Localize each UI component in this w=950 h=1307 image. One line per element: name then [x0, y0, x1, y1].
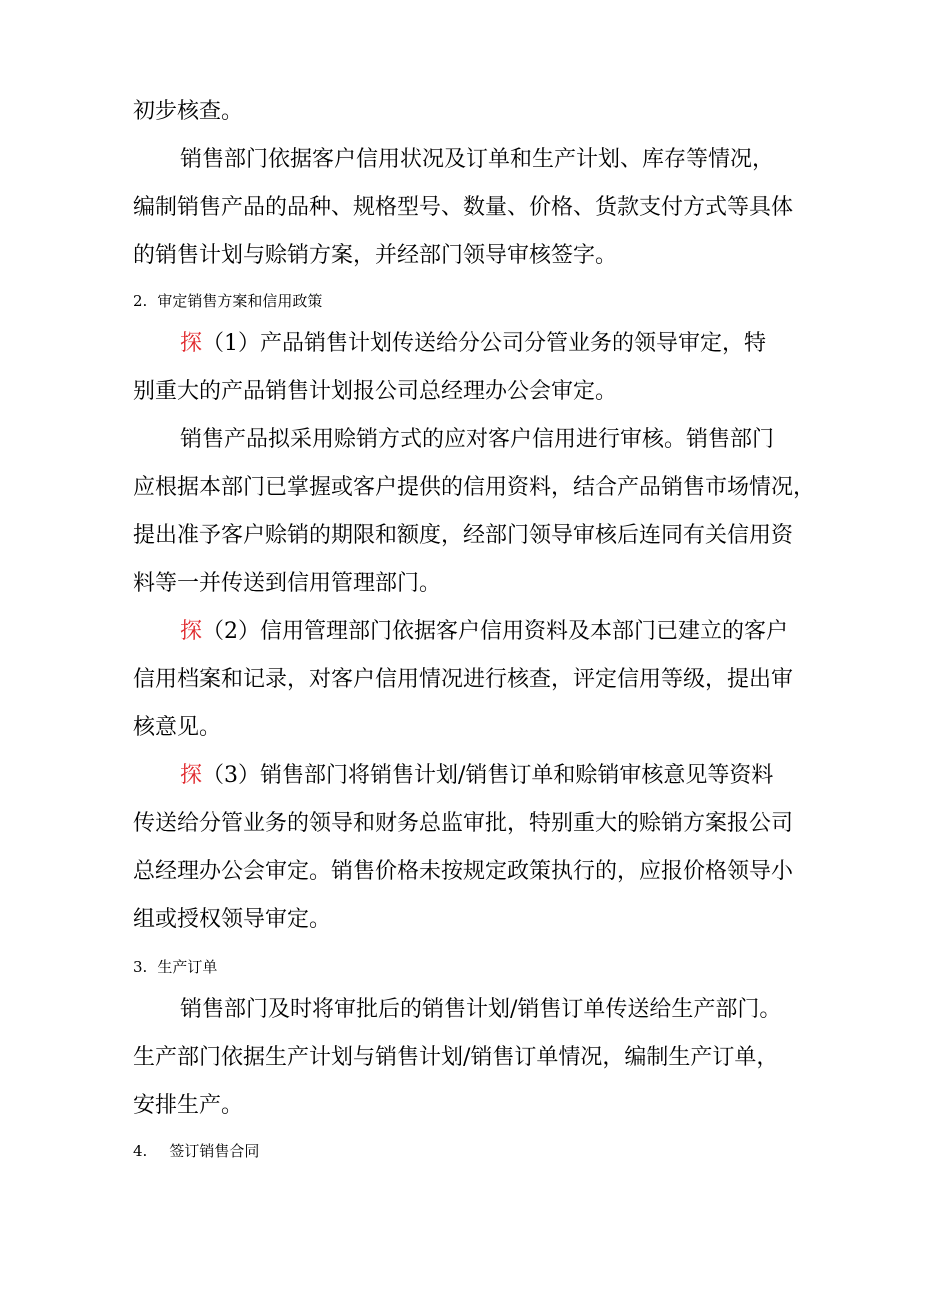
- paragraph-line: 信用档案和记录，对客户信用情况进行核查，评定信用等级，提出审: [133, 667, 794, 692]
- paragraph-line: 应根据本部门已掌握或客户提供的信用资料，结合产品销售市场情况，: [133, 475, 816, 500]
- section-heading-4: [133, 1140, 259, 1162]
- paragraph-line: 别重大的产品销售计划报公司总经理办公会审定。: [133, 379, 618, 404]
- section-title: 签订销售合同: [169, 1142, 260, 1160]
- paragraph-line: 初步核查。: [133, 99, 244, 124]
- paragraph-line: 料等一并传送到信用管理部门。: [133, 571, 442, 596]
- section-number: 2.: [133, 292, 148, 310]
- paragraph-line: 提出准予客户赊销的期限和额度，经部门领导审核后连同有关信用资: [133, 523, 794, 548]
- section-number: 4.: [133, 1142, 148, 1160]
- red-marker: 探: [180, 619, 203, 644]
- paragraph-line: 传送给分管业务的领导和财务总监审批，特别重大的赊销方案报公司: [133, 811, 794, 836]
- red-marker: 探: [180, 763, 203, 788]
- paragraph-line: 生产部门依据生产计划与销售计划/销售订单情况，编制生产订单，: [133, 1045, 779, 1070]
- paragraph-line: 核意见。: [133, 715, 222, 740]
- section-title: 审定销售方案和信用政策: [157, 292, 323, 310]
- paragraph-line: 销售产品拟采用赊销方式的应对客户信用进行审核。销售部门: [180, 427, 775, 452]
- section-heading-3: [133, 956, 217, 978]
- paragraph-line: 销售部门及时将审批后的销售计划/销售订单传送给生产部门。: [180, 997, 782, 1022]
- paragraph-line: 编制销售产品的品种、规格型号、数量、价格、货款支付方式等具体: [133, 195, 794, 220]
- section-heading-2: [133, 290, 322, 312]
- paragraph-line: 的销售计划与赊销方案，并经部门领导审核签字。: [133, 243, 618, 268]
- paragraph-line: 探（2）信用管理部门依据客户信用资料及本部门已建立的客户: [180, 619, 789, 644]
- paragraph-line: 销售部门依据客户信用状况及订单和生产计划、库存等情况，: [180, 147, 775, 172]
- paragraph-line: 探（1）产品销售计划传送给分公司分管业务的领导审定，特: [180, 331, 767, 356]
- section-number: 3.: [133, 958, 148, 976]
- paragraph-line: 组或授权领导审定。: [133, 907, 332, 932]
- section-title: 生产订单: [157, 958, 218, 976]
- paragraph-line: 总经理办公会审定。销售价格未按规定政策执行的，应报价格领导小: [133, 859, 794, 884]
- paragraph-line: 安排生产。: [133, 1093, 244, 1118]
- paragraph-line: 探（3）销售部门将销售计划/销售订单和赊销审核意见等资料: [180, 763, 774, 788]
- red-marker: 探: [180, 331, 203, 356]
